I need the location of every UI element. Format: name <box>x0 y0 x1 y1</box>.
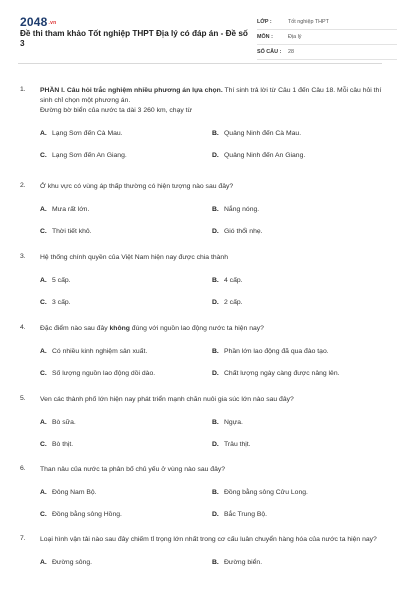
option-letter: B. <box>212 277 219 284</box>
options-grid <box>40 205 382 237</box>
option-c[interactable] <box>40 151 212 161</box>
option-d[interactable] <box>212 510 384 520</box>
option-letter: A. <box>40 489 47 496</box>
meta-key: MÔN : <box>257 34 273 40</box>
question-2 <box>20 182 382 253</box>
options-grid <box>40 488 382 520</box>
option-c[interactable] <box>40 510 212 520</box>
option-text: Lạng Sơn đến Cà Mau. <box>52 130 123 137</box>
question-number: 7. <box>20 535 26 542</box>
section-instructions: Thí sinh trả lời từ Câu 1 đến Câu 18. Mỗi câu hỏi thí sinh chỉ chọn một phương án. <box>40 87 382 104</box>
option-letter: D. <box>212 152 219 159</box>
question-number: 4. <box>20 324 26 331</box>
option-text: Quảng Ninh đến Cà Mau. <box>224 130 302 137</box>
option-text: Chất lượng ngày càng được nâng lên. <box>224 370 340 377</box>
meta-key: LỚP : <box>257 19 272 25</box>
option-d[interactable] <box>212 440 384 450</box>
question-list <box>20 86 382 587</box>
option-text: Đông Nam Bộ. <box>52 489 97 496</box>
option-text: Có nhiều kinh nghiệm sản xuất. <box>52 348 148 355</box>
meta-value: 28 <box>288 49 294 55</box>
option-text: Bò sữa. <box>52 419 76 426</box>
option-d[interactable] <box>212 227 384 237</box>
option-a[interactable] <box>40 488 212 498</box>
meta-value: Tốt nghiệp THPT <box>288 19 329 25</box>
question-number: 2. <box>20 182 26 189</box>
option-letter: D. <box>212 441 219 448</box>
option-a[interactable] <box>40 129 212 139</box>
question-6 <box>20 465 382 535</box>
option-text: Gió thổi nhẹ. <box>224 228 263 235</box>
option-text: Trâu thịt. <box>224 441 251 448</box>
option-letter: C. <box>40 152 47 159</box>
question-text: Loại hình vận tải nào sau đây chiếm tỉ trọng lớn nhất trong cơ cấu luân chuyển hàng hóa của nước ta hiện nay? <box>40 536 377 543</box>
question-stem-end: đúng với nguồn lao động nước ta hiện nay? <box>129 325 264 332</box>
question-text: Than nâu của nước ta phân bố chủ yếu ở vùng nào sau đây? <box>40 466 226 473</box>
option-c[interactable] <box>40 227 212 237</box>
option-d[interactable] <box>212 369 384 379</box>
options-grid <box>40 347 382 379</box>
section-heading: PHẦN I. Câu hỏi trắc nghiệm nhiều phương án lựa chọn. <box>40 87 223 94</box>
option-b[interactable] <box>212 205 384 215</box>
option-c[interactable] <box>40 298 212 308</box>
option-letter: C. <box>40 370 47 377</box>
option-text: 3 cấp. <box>52 299 71 306</box>
meta-key: SỐ CÂU : <box>257 49 282 55</box>
question-4 <box>20 324 382 395</box>
option-letter: A. <box>40 130 47 137</box>
option-letter: C. <box>40 299 47 306</box>
question-7 <box>20 535 382 587</box>
question-stem: Đường bờ biển của nước ta dài 3 260 km, chạy từ <box>40 107 193 114</box>
option-letter: A. <box>40 206 47 213</box>
option-text: Lạng Sơn đến An Giang. <box>52 152 127 159</box>
option-text: Phần lớn lao động đã qua đào tạo. <box>224 348 329 355</box>
option-letter: B. <box>212 348 219 355</box>
option-b[interactable] <box>212 129 384 139</box>
option-text: Đồng bằng sông Cửu Long. <box>224 489 308 496</box>
question-number: 3. <box>20 253 26 260</box>
option-letter: D. <box>212 511 219 518</box>
option-d[interactable] <box>212 151 384 161</box>
option-b[interactable] <box>212 276 384 286</box>
question-text <box>40 324 382 334</box>
option-letter: B. <box>212 559 219 566</box>
option-letter: D. <box>212 228 219 235</box>
question-3 <box>20 253 382 324</box>
option-a[interactable] <box>40 558 212 568</box>
option-b[interactable] <box>212 558 384 568</box>
option-letter: A. <box>40 419 47 426</box>
meta-value: Địa lý <box>288 34 302 40</box>
question-5 <box>20 395 382 465</box>
question-text: Hệ thống chính quyền của Việt Nam hiện nay được chia thành <box>40 254 228 261</box>
meta-row-subject <box>257 30 397 45</box>
option-letter: D. <box>212 299 219 306</box>
options-grid <box>40 276 382 308</box>
option-text: Quảng Ninh đến An Giang. <box>224 152 306 159</box>
meta-row-class <box>257 15 397 30</box>
option-letter: B. <box>212 206 219 213</box>
option-text: 4 cấp. <box>224 277 243 284</box>
option-text: Thời tiết khô. <box>52 228 92 235</box>
option-letter: B. <box>212 419 219 426</box>
option-letter: B. <box>212 130 219 137</box>
option-a[interactable] <box>40 205 212 215</box>
option-text: Số lượng nguồn lao động dồi dào. <box>52 370 156 377</box>
question-1 <box>20 86 382 182</box>
option-a[interactable] <box>40 418 212 428</box>
options-grid <box>40 418 382 450</box>
option-b[interactable] <box>212 488 384 498</box>
option-c[interactable] <box>40 440 212 450</box>
option-text: Bắc Trung Bộ. <box>224 511 268 518</box>
option-b[interactable] <box>212 418 384 428</box>
logo-text: 2048 <box>20 15 48 29</box>
option-text: Đồng bằng sông Hồng. <box>52 511 122 518</box>
option-d[interactable] <box>212 298 384 308</box>
option-letter: A. <box>40 348 47 355</box>
question-number: 1. <box>20 86 26 93</box>
option-text: Đường sông. <box>52 559 92 566</box>
question-stem-start: Đặc điểm nào sau đây <box>40 325 110 332</box>
options-grid <box>40 558 382 568</box>
option-b[interactable] <box>212 347 384 357</box>
option-letter: C. <box>40 511 47 518</box>
negation-emphasis: không <box>109 325 130 332</box>
option-letter: C. <box>40 441 47 448</box>
option-text: 2 cấp. <box>224 299 243 306</box>
option-letter: A. <box>40 559 47 566</box>
question-number: 5. <box>20 395 26 402</box>
option-text: 5 cấp. <box>52 277 71 284</box>
site-logo[interactable] <box>20 15 56 29</box>
option-text: Ngựa. <box>224 419 243 426</box>
option-letter: A. <box>40 277 47 284</box>
option-text: Đường biển. <box>224 559 263 566</box>
meta-row-count <box>257 45 397 60</box>
option-a[interactable] <box>40 276 212 286</box>
options-grid <box>40 129 382 161</box>
exam-title: Đề thi tham khảo Tốt nghiệp THPT Địa lý có đáp án - Đề số 3 <box>20 29 248 48</box>
option-letter: D. <box>212 370 219 377</box>
option-text: Nắng nóng. <box>224 206 260 213</box>
question-number: 6. <box>20 465 26 472</box>
option-text: Mưa rất lớn. <box>52 206 90 213</box>
question-text <box>40 86 382 116</box>
exam-header <box>18 0 382 64</box>
logo-suffix: .vn <box>48 20 57 26</box>
option-text: Bò thịt. <box>52 441 74 448</box>
option-c[interactable] <box>40 369 212 379</box>
option-letter: C. <box>40 228 47 235</box>
question-text: Ven các thành phố lớn hiện nay phát triển mạnh chăn nuôi gia súc lớn nào sau đây? <box>40 396 294 403</box>
option-a[interactable] <box>40 347 212 357</box>
question-text: Ở khu vực có vùng áp thấp thường có hiện tượng nào sau đây? <box>40 183 234 190</box>
exam-meta-table <box>257 15 397 60</box>
option-letter: B. <box>212 489 219 496</box>
